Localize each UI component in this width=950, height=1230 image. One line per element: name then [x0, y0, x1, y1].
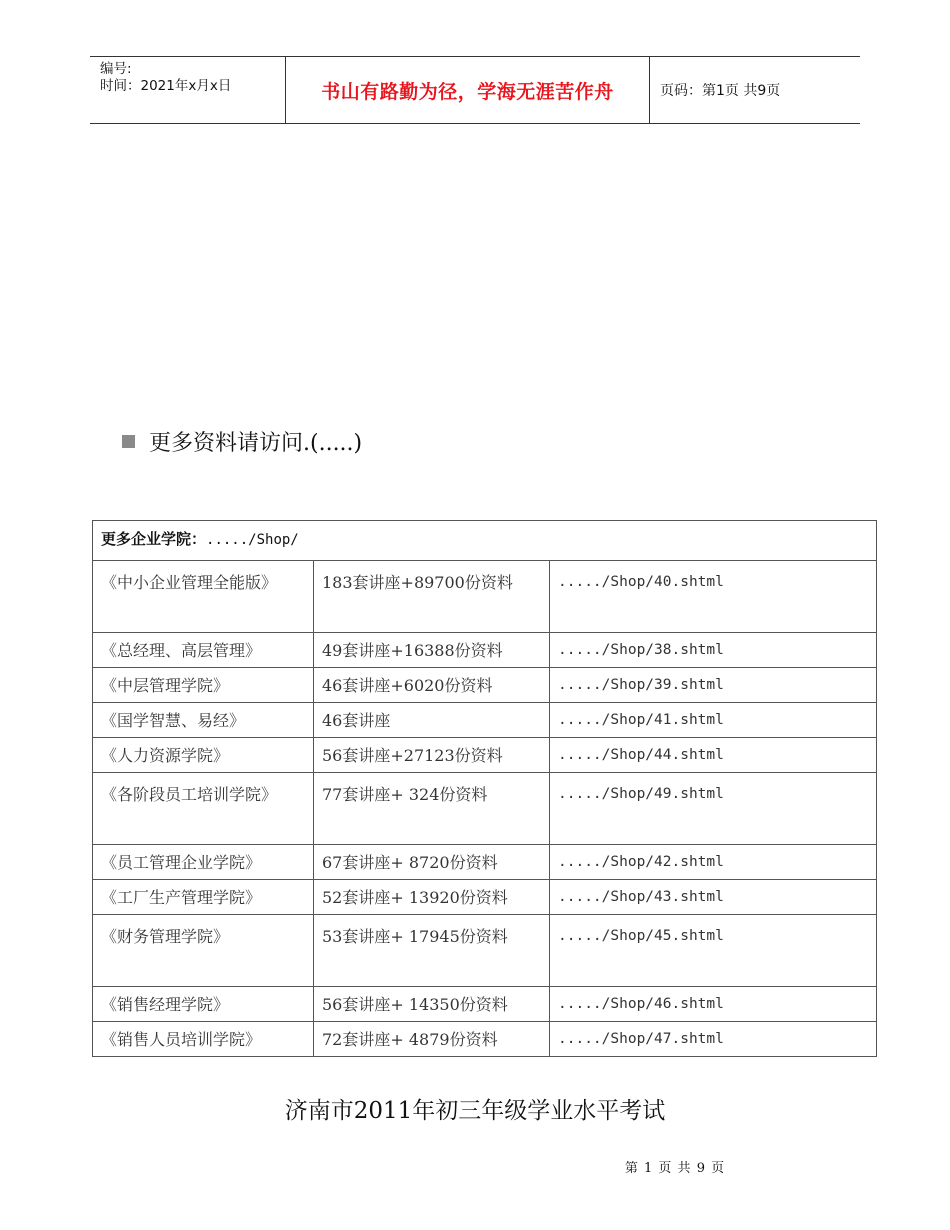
- course-link[interactable]: ...../Shop/44.shtml: [550, 738, 877, 773]
- course-link[interactable]: ...../Shop/40.shtml: [550, 561, 877, 633]
- course-name: 《人力资源学院》: [93, 738, 314, 773]
- table-header-link[interactable]: ...../Shop/: [206, 532, 299, 548]
- course-name: 《销售经理学院》: [93, 987, 314, 1022]
- table-header-row: [93, 521, 877, 561]
- more-resources-line: [122, 426, 362, 457]
- course-description: 56套讲座+ 14350份资料: [314, 987, 550, 1022]
- more-resources-text: 更多资料请访问.(.....): [149, 431, 363, 456]
- course-name: 《中层管理学院》: [93, 668, 314, 703]
- course-description: 52套讲座+ 13920份资料: [314, 880, 550, 915]
- page-header: [90, 56, 860, 124]
- course-link[interactable]: ...../Shop/45.shtml: [550, 915, 877, 987]
- course-description: 46套讲座+6020份资料: [314, 668, 550, 703]
- course-name: 《各阶段员工培训学院》: [93, 773, 314, 845]
- course-description: 56套讲座+27123份资料: [314, 738, 550, 773]
- course-link[interactable]: ...../Shop/46.shtml: [550, 987, 877, 1022]
- document-title: 济南市2011年初三年级学业水平考试: [284, 1098, 666, 1124]
- table-row: [93, 915, 877, 987]
- course-name: 《工厂生产管理学院》: [93, 880, 314, 915]
- header-motto: 书山有路勤为径，学海无涯苦作舟: [286, 57, 650, 123]
- table-row: [93, 1022, 877, 1057]
- course-link[interactable]: ...../Shop/38.shtml: [550, 633, 877, 668]
- table-row: [93, 703, 877, 738]
- number-label: 编号:: [100, 61, 132, 77]
- resource-table: [92, 520, 877, 1057]
- time-label: 时间：2021年x月x日: [100, 78, 232, 94]
- course-description: 53套讲座+ 17945份资料: [314, 915, 550, 987]
- course-link[interactable]: ...../Shop/49.shtml: [550, 773, 877, 845]
- course-name: 《中小企业管理全能版》: [93, 561, 314, 633]
- table-row: [93, 668, 877, 703]
- table-row: [93, 633, 877, 668]
- course-name: 《国学智慧、易经》: [93, 703, 314, 738]
- course-description: 46套讲座: [314, 703, 550, 738]
- square-bullet-icon: [122, 435, 135, 448]
- table-row: [93, 561, 877, 633]
- course-name: 《总经理、高层管理》: [93, 633, 314, 668]
- course-name: 《员工管理企业学院》: [93, 845, 314, 880]
- table-header-label: 更多企业学院：: [101, 530, 207, 548]
- course-description: 183套讲座+89700份资料: [314, 561, 550, 633]
- course-description: 72套讲座+ 4879份资料: [314, 1022, 550, 1057]
- page-footer: 第 1 页 共 9 页: [624, 1161, 726, 1176]
- course-link[interactable]: ...../Shop/42.shtml: [550, 845, 877, 880]
- table-row: [93, 845, 877, 880]
- course-name: 《财务管理学院》: [93, 915, 314, 987]
- table-row: [93, 987, 877, 1022]
- course-link[interactable]: ...../Shop/43.shtml: [550, 880, 877, 915]
- course-link[interactable]: ...../Shop/41.shtml: [550, 703, 877, 738]
- table-row: [93, 773, 877, 845]
- course-link[interactable]: ...../Shop/39.shtml: [550, 668, 877, 703]
- header-page-info: 页码：第1页 共9页: [660, 83, 781, 99]
- course-description: 77套讲座+ 324份资料: [314, 773, 550, 845]
- table-header-cell: [93, 521, 877, 561]
- course-description: 49套讲座+16388份资料: [314, 633, 550, 668]
- table-row: [93, 738, 877, 773]
- course-description: 67套讲座+ 8720份资料: [314, 845, 550, 880]
- table-row: [93, 880, 877, 915]
- course-name: 《销售人员培训学院》: [93, 1022, 314, 1057]
- course-link[interactable]: ...../Shop/47.shtml: [550, 1022, 877, 1057]
- header-meta: [90, 57, 286, 123]
